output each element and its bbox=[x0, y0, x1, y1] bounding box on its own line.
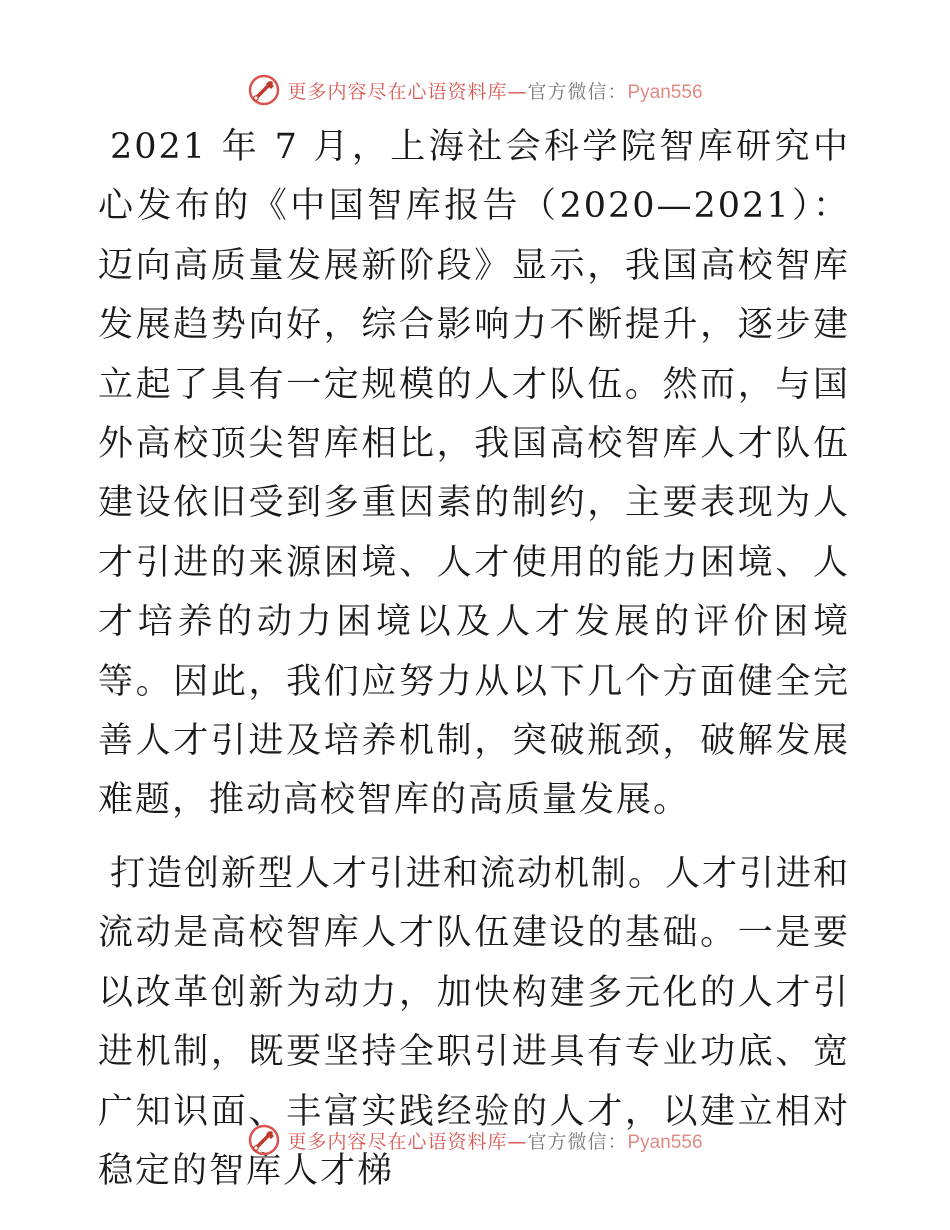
watermark-separator: — bbox=[507, 80, 528, 103]
watermark-wechat-id: Pyan556 bbox=[627, 1131, 703, 1153]
watermark-wechat-label: 官方微信： bbox=[527, 1130, 628, 1153]
pen-in-circle-logo-icon bbox=[247, 1123, 281, 1157]
watermark-main: 更多内容尽在心语资料库 bbox=[287, 1130, 508, 1153]
document-body bbox=[98, 118, 850, 1201]
footer-watermark-banner bbox=[0, 1120, 950, 1160]
pen-in-circle-logo-icon bbox=[247, 73, 281, 107]
paragraph-2: 打造创新型人才引进和流动机制。人才引进和流动是高校智库人才队伍建设的基础。一是要以改革创新为动力，加快构建多元化的人才引进机制，既要坚持全职引进具有专业功底、宽广知识面、丰富实践经验的人才，以建立相对稳定的智库人才梯 bbox=[98, 853, 851, 1191]
watermark-wechat-id: Pyan556 bbox=[627, 81, 703, 103]
paragraph-1: 2021 年 7 月，上海社会科学院智库研究中心发布的《中国智库报告（2020—2021）：迈向高质量发展新阶段》显示，我国高校智库发展趋势向好，综合影响力不断提升，逐步建立起了具有一定规模的人才队伍。然而，与国外高校顶尖智库相比，我国高校智库人才队伍建设依旧受到多重因素的制约，主要表现为人才引进的来源困境、人才使用的能力困境、人才培养的动力困境以及人才发展的评价困境等。因此，我们应努力从以下几个方面健全完善人才引进及培养机制，突破瓶颈，破解发展难题，推动高校智库的高质量发展。 bbox=[98, 127, 850, 821]
watermark-separator: — bbox=[507, 1130, 528, 1153]
watermark-wechat-label: 官方微信： bbox=[527, 80, 628, 103]
watermark-text bbox=[287, 77, 702, 104]
watermark-main: 更多内容尽在心语资料库 bbox=[287, 80, 508, 103]
header-watermark-banner bbox=[0, 70, 950, 110]
watermark-text bbox=[287, 1127, 702, 1154]
